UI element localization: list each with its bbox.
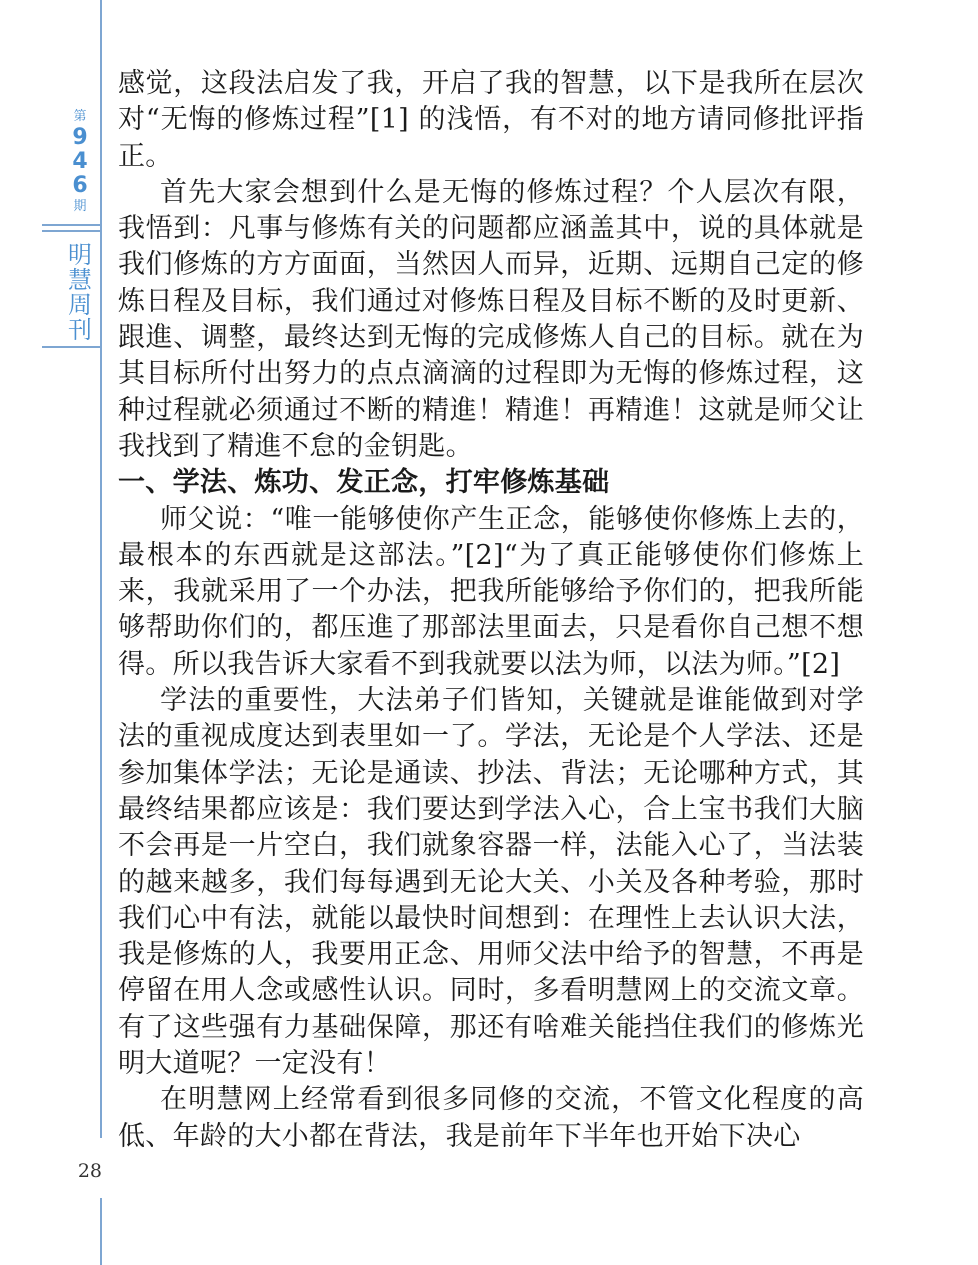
sidebar-rule-bottom [100,1198,102,1265]
journal-char: 明 [68,241,92,269]
journal-title [60,243,100,343]
section-heading: 一、学法、炼功、发正念，打牢修炼基础 [118,467,610,499]
issue-digit: 6 [72,173,88,198]
issue-digit: 9 [72,125,88,150]
journal-char: 慧 [68,266,92,294]
paragraph: 在明慧网上经常看到很多同修的交流，不管文化程度的高低、年龄的大小都在背法，我是前年下半年也开始下决心 [118,1084,864,1152]
article-body [118,66,864,1155]
journal-char: 周 [68,291,92,319]
sidebar-bracket-lower [42,346,100,348]
sidebar-bracket-upper-bottom [42,230,100,232]
paragraph: 学法的重要性，大法弟子们皆知，关键就是谁能做到对学法的重视成度达到表里如一了。学法，无论是个人学法、还是参加集体学法；无论是通读、抄法、背法；无论哪种方式，其最终结果都应该是：我们要达到学法入心，合上宝书我们大脑不会再是一片空白，我们就象容器一样，法能入心了，当法装的越来越多，我们每每遇到无论大关、小关及各种考验，那时我们心中有法，就能以最快时间想到：在理性上去认识大法，我是修炼的人，我要用正念、用师父法中给予的智慧，不再是停留在用人念或感性认识。同时，多看明慧网上的交流文章。有了这些强有力基础保障，那还有啥难关能挡住我们的修炼光明大道呢？一定没有！ [118,685,864,1080]
paragraph: 首先大家会想到什么是无悔的修炼过程？个人层次有限，我悟到：凡事与修炼有关的问题都应涵盖其中，说的具体就是我们修炼的方方面面，当然因人而异，近期、远期自己定的修炼日程及目标，我们通过对修炼日程及目标不断的及时更新、跟進、调整，最终达到无悔的完成修炼人自己的目标。就在为其目标所付出努力的点点滴滴的过程即为无悔的修炼过程，这种过程就必须通过不断的精進！精進！再精進！这就是师父让我找到了精進不怠的金钥匙。 [118,176,864,462]
issue-prefix: 第 [73,109,87,124]
journal-char: 刊 [68,316,92,344]
paragraph: 师父说：“唯一能够使你产生正念，能够使你修炼上去的，最根本的东西就是这部法。”[2]“为了真正能够使你们修炼上来，我就采用了一个办法，把我所能够给予你们的，把我所能够帮助你们的，都压進了那部法里面去，只是看你自己想不想得。所以我告诉大家看不到我就要以法为师，以法为师。”[2] [118,503,864,680]
page-number: 28 [77,1160,102,1182]
paragraph: 感觉，这段法启发了我，开启了我的智慧，以下是我所在层次对“无悔的修炼过程”[1] 的浅悟，有不对的地方请同修批评指正。 [118,68,864,172]
sidebar-rule-top [100,0,102,1138]
issue-suffix: 期 [73,199,87,214]
issue-digit: 4 [72,149,88,174]
issue-number [60,108,100,216]
sidebar-bracket-upper-top [42,224,100,226]
